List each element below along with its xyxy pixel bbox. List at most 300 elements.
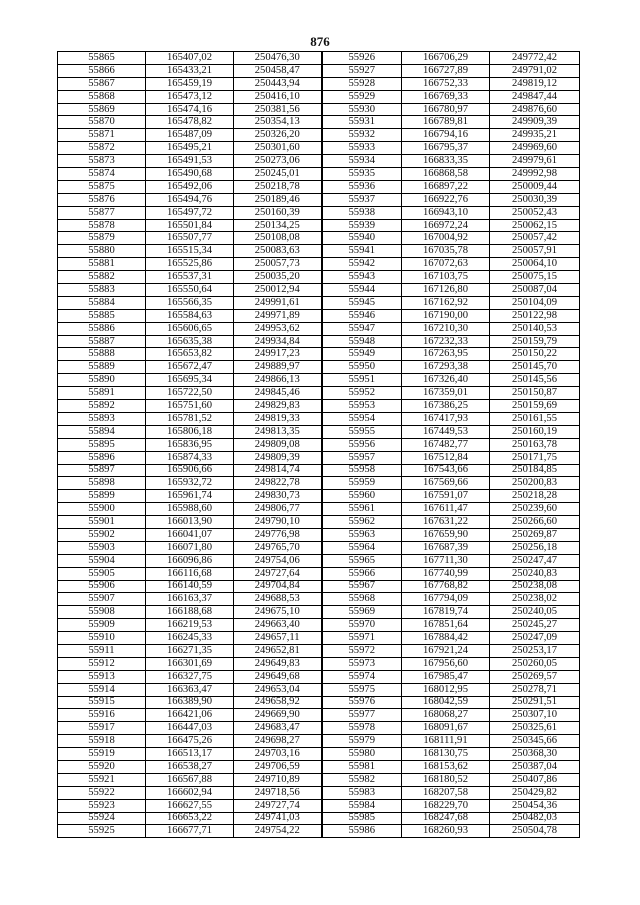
x-coordinate-left-cell: 166538,27 — [146, 760, 234, 773]
y-coordinate-left-cell: 249813,35 — [234, 425, 322, 438]
y-coordinate-left-cell: 249704,84 — [234, 580, 322, 593]
y-coordinate-right-cell: 250057,42 — [490, 232, 580, 245]
y-coordinate-right-cell: 250218,28 — [490, 490, 580, 503]
table-row — [58, 593, 580, 606]
point-number-right-cell: 55980 — [322, 748, 402, 761]
y-coordinate-left-cell: 250476,30 — [234, 52, 322, 65]
x-coordinate-left-cell: 166389,90 — [146, 696, 234, 709]
table-row — [58, 580, 580, 593]
point-number-right-cell: 55975 — [322, 683, 402, 696]
x-coordinate-right-cell: 167711,30 — [402, 554, 490, 567]
point-number-right-cell: 55945 — [322, 296, 402, 309]
y-coordinate-left-cell: 249845,46 — [234, 387, 322, 400]
table-row — [58, 296, 580, 309]
point-number-right-cell: 55985 — [322, 812, 402, 825]
x-coordinate-right-cell: 167512,84 — [402, 451, 490, 464]
y-coordinate-left-cell: 250012,94 — [234, 284, 322, 297]
x-coordinate-left-cell: 166602,94 — [146, 786, 234, 799]
point-number-left-cell: 55885 — [58, 309, 146, 322]
y-coordinate-right-cell: 250140,53 — [490, 322, 580, 335]
point-number-right-cell: 55950 — [322, 361, 402, 374]
point-number-right-cell: 55943 — [322, 271, 402, 284]
table-row — [58, 387, 580, 400]
y-coordinate-left-cell: 250273,06 — [234, 155, 322, 168]
y-coordinate-left-cell: 249653,04 — [234, 683, 322, 696]
x-coordinate-right-cell: 168207,58 — [402, 786, 490, 799]
point-number-left-cell: 55872 — [58, 142, 146, 155]
y-coordinate-right-cell: 249909,39 — [490, 116, 580, 129]
point-number-right-cell: 55971 — [322, 632, 402, 645]
y-coordinate-left-cell: 250083,63 — [234, 245, 322, 258]
table-row — [58, 619, 580, 632]
point-number-left-cell: 55877 — [58, 206, 146, 219]
point-number-right-cell: 55957 — [322, 451, 402, 464]
y-coordinate-right-cell: 250269,57 — [490, 670, 580, 683]
point-number-left-cell: 55905 — [58, 567, 146, 580]
y-coordinate-right-cell: 250145,56 — [490, 374, 580, 387]
point-number-left-cell: 55917 — [58, 722, 146, 735]
x-coordinate-left-cell: 165961,74 — [146, 490, 234, 503]
point-number-left-cell: 55883 — [58, 284, 146, 297]
x-coordinate-right-cell: 168012,95 — [402, 683, 490, 696]
table-row — [58, 116, 580, 129]
x-coordinate-right-cell: 166833,35 — [402, 155, 490, 168]
y-coordinate-left-cell: 250245,01 — [234, 168, 322, 181]
y-coordinate-right-cell: 249876,60 — [490, 103, 580, 116]
point-number-right-cell: 55935 — [322, 168, 402, 181]
y-coordinate-left-cell: 250326,20 — [234, 129, 322, 142]
point-number-left-cell: 55867 — [58, 77, 146, 90]
point-number-left-cell: 55902 — [58, 528, 146, 541]
table-row — [58, 735, 580, 748]
x-coordinate-right-cell: 166727,89 — [402, 64, 490, 77]
y-coordinate-right-cell: 249992,98 — [490, 168, 580, 181]
y-coordinate-right-cell: 250504,78 — [490, 825, 580, 838]
point-number-left-cell: 55916 — [58, 709, 146, 722]
table-row — [58, 361, 580, 374]
table-row — [58, 412, 580, 425]
point-number-left-cell: 55909 — [58, 619, 146, 632]
table-row — [58, 142, 580, 155]
y-coordinate-left-cell: 249830,73 — [234, 490, 322, 503]
table-row — [58, 348, 580, 361]
table-row — [58, 825, 580, 838]
table-row — [58, 374, 580, 387]
y-coordinate-left-cell: 250416,10 — [234, 90, 322, 103]
point-number-right-cell: 55959 — [322, 477, 402, 490]
table-row — [58, 258, 580, 271]
x-coordinate-left-cell: 165906,66 — [146, 464, 234, 477]
coordinates-table — [57, 51, 580, 838]
table-row — [58, 632, 580, 645]
y-coordinate-left-cell: 249706,59 — [234, 760, 322, 773]
y-coordinate-right-cell: 250247,47 — [490, 554, 580, 567]
point-number-left-cell: 55906 — [58, 580, 146, 593]
point-number-right-cell: 55930 — [322, 103, 402, 116]
y-coordinate-right-cell: 250307,10 — [490, 709, 580, 722]
point-number-right-cell: 55970 — [322, 619, 402, 632]
table-row — [58, 567, 580, 580]
y-coordinate-right-cell: 250104,09 — [490, 296, 580, 309]
point-number-left-cell: 55921 — [58, 773, 146, 786]
x-coordinate-left-cell: 166188,68 — [146, 606, 234, 619]
y-coordinate-left-cell: 249822,78 — [234, 477, 322, 490]
table-row — [58, 773, 580, 786]
point-number-left-cell: 55881 — [58, 258, 146, 271]
y-coordinate-right-cell: 250269,87 — [490, 528, 580, 541]
point-number-right-cell: 55962 — [322, 516, 402, 529]
point-number-right-cell: 55946 — [322, 309, 402, 322]
x-coordinate-left-cell: 165507,77 — [146, 232, 234, 245]
y-coordinate-right-cell: 250247,09 — [490, 632, 580, 645]
x-coordinate-left-cell: 166567,88 — [146, 773, 234, 786]
table-row — [58, 541, 580, 554]
y-coordinate-right-cell: 250407,86 — [490, 773, 580, 786]
table-row — [58, 683, 580, 696]
point-number-right-cell: 55954 — [322, 412, 402, 425]
x-coordinate-right-cell: 167449,53 — [402, 425, 490, 438]
x-coordinate-left-cell: 165473,12 — [146, 90, 234, 103]
y-coordinate-left-cell: 249819,33 — [234, 412, 322, 425]
point-number-left-cell: 55912 — [58, 657, 146, 670]
point-number-left-cell: 55913 — [58, 670, 146, 683]
y-coordinate-left-cell: 249934,84 — [234, 335, 322, 348]
x-coordinate-left-cell: 166677,71 — [146, 825, 234, 838]
x-coordinate-right-cell: 167035,78 — [402, 245, 490, 258]
x-coordinate-right-cell: 166943,10 — [402, 206, 490, 219]
table-row — [58, 193, 580, 206]
x-coordinate-right-cell: 167263,95 — [402, 348, 490, 361]
x-coordinate-left-cell: 166140,59 — [146, 580, 234, 593]
table-row — [58, 52, 580, 65]
y-coordinate-left-cell: 249953,62 — [234, 322, 322, 335]
x-coordinate-right-cell: 166706,29 — [402, 52, 490, 65]
x-coordinate-left-cell: 165722,50 — [146, 387, 234, 400]
y-coordinate-left-cell: 249809,39 — [234, 451, 322, 464]
y-coordinate-right-cell: 249935,21 — [490, 129, 580, 142]
point-number-left-cell: 55915 — [58, 696, 146, 709]
point-number-right-cell: 55974 — [322, 670, 402, 683]
y-coordinate-left-cell: 250134,25 — [234, 219, 322, 232]
x-coordinate-right-cell: 166752,33 — [402, 77, 490, 90]
y-coordinate-right-cell: 249819,12 — [490, 77, 580, 90]
point-number-left-cell: 55919 — [58, 748, 146, 761]
table-row — [58, 155, 580, 168]
table-row — [58, 438, 580, 451]
y-coordinate-right-cell: 250454,36 — [490, 799, 580, 812]
x-coordinate-right-cell: 167985,47 — [402, 670, 490, 683]
x-coordinate-left-cell: 165537,31 — [146, 271, 234, 284]
x-coordinate-left-cell: 166653,22 — [146, 812, 234, 825]
point-number-right-cell: 55942 — [322, 258, 402, 271]
point-number-left-cell: 55887 — [58, 335, 146, 348]
point-number-right-cell: 55948 — [322, 335, 402, 348]
point-number-left-cell: 55886 — [58, 322, 146, 335]
x-coordinate-right-cell: 166794,16 — [402, 129, 490, 142]
x-coordinate-right-cell: 167851,64 — [402, 619, 490, 632]
point-number-left-cell: 55904 — [58, 554, 146, 567]
x-coordinate-left-cell: 166219,53 — [146, 619, 234, 632]
point-number-right-cell: 55928 — [322, 77, 402, 90]
table-row — [58, 812, 580, 825]
x-coordinate-right-cell: 167293,38 — [402, 361, 490, 374]
y-coordinate-left-cell: 249710,89 — [234, 773, 322, 786]
x-coordinate-right-cell: 167359,01 — [402, 387, 490, 400]
table-row — [58, 219, 580, 232]
point-number-right-cell: 55979 — [322, 735, 402, 748]
y-coordinate-right-cell: 249847,44 — [490, 90, 580, 103]
table-row — [58, 786, 580, 799]
point-number-left-cell: 55920 — [58, 760, 146, 773]
point-number-left-cell: 55924 — [58, 812, 146, 825]
point-number-right-cell: 55977 — [322, 709, 402, 722]
point-number-left-cell: 55890 — [58, 374, 146, 387]
y-coordinate-right-cell: 250239,60 — [490, 503, 580, 516]
y-coordinate-right-cell: 250057,91 — [490, 245, 580, 258]
x-coordinate-right-cell: 166769,33 — [402, 90, 490, 103]
coordinates-table-body — [58, 52, 580, 838]
x-coordinate-left-cell: 165781,52 — [146, 412, 234, 425]
point-number-right-cell: 55981 — [322, 760, 402, 773]
y-coordinate-right-cell: 250253,17 — [490, 644, 580, 657]
table-row — [58, 477, 580, 490]
x-coordinate-left-cell: 166116,68 — [146, 567, 234, 580]
x-coordinate-left-cell: 166475,26 — [146, 735, 234, 748]
table-row — [58, 129, 580, 142]
point-number-right-cell: 55964 — [322, 541, 402, 554]
y-coordinate-left-cell: 249727,74 — [234, 799, 322, 812]
point-number-right-cell: 55926 — [322, 52, 402, 65]
y-coordinate-right-cell: 250064,10 — [490, 258, 580, 271]
point-number-right-cell: 55978 — [322, 722, 402, 735]
x-coordinate-right-cell: 166795,37 — [402, 142, 490, 155]
x-coordinate-left-cell: 165988,60 — [146, 503, 234, 516]
x-coordinate-right-cell: 167921,24 — [402, 644, 490, 657]
x-coordinate-right-cell: 168180,52 — [402, 773, 490, 786]
x-coordinate-left-cell: 165459,19 — [146, 77, 234, 90]
table-row — [58, 180, 580, 193]
x-coordinate-right-cell: 167232,33 — [402, 335, 490, 348]
point-number-left-cell: 55907 — [58, 593, 146, 606]
x-coordinate-right-cell: 167543,66 — [402, 464, 490, 477]
x-coordinate-right-cell: 166780,97 — [402, 103, 490, 116]
x-coordinate-left-cell: 165932,72 — [146, 477, 234, 490]
point-number-right-cell: 55976 — [322, 696, 402, 709]
y-coordinate-right-cell: 250145,70 — [490, 361, 580, 374]
x-coordinate-right-cell: 168229,70 — [402, 799, 490, 812]
x-coordinate-right-cell: 167591,07 — [402, 490, 490, 503]
y-coordinate-right-cell: 250159,69 — [490, 400, 580, 413]
x-coordinate-right-cell: 168247,68 — [402, 812, 490, 825]
x-coordinate-left-cell: 165501,84 — [146, 219, 234, 232]
point-number-left-cell: 55893 — [58, 412, 146, 425]
point-number-left-cell: 55903 — [58, 541, 146, 554]
x-coordinate-right-cell: 167103,75 — [402, 271, 490, 284]
table-row — [58, 606, 580, 619]
x-coordinate-right-cell: 167072,63 — [402, 258, 490, 271]
x-coordinate-left-cell: 166421,06 — [146, 709, 234, 722]
x-coordinate-left-cell: 165407,02 — [146, 52, 234, 65]
point-number-right-cell: 55931 — [322, 116, 402, 129]
x-coordinate-right-cell: 167631,22 — [402, 516, 490, 529]
x-coordinate-left-cell: 165751,60 — [146, 400, 234, 413]
y-coordinate-right-cell: 250009,44 — [490, 180, 580, 193]
x-coordinate-left-cell: 165635,38 — [146, 335, 234, 348]
table-row — [58, 760, 580, 773]
table-row — [58, 722, 580, 735]
table-row — [58, 490, 580, 503]
x-coordinate-left-cell: 165490,68 — [146, 168, 234, 181]
x-coordinate-right-cell: 167162,92 — [402, 296, 490, 309]
point-number-right-cell: 55952 — [322, 387, 402, 400]
point-number-right-cell: 55963 — [322, 528, 402, 541]
y-coordinate-left-cell: 249727,64 — [234, 567, 322, 580]
point-number-right-cell: 55927 — [322, 64, 402, 77]
y-coordinate-right-cell: 250052,43 — [490, 206, 580, 219]
x-coordinate-left-cell: 165491,53 — [146, 155, 234, 168]
y-coordinate-left-cell: 250381,56 — [234, 103, 322, 116]
point-number-left-cell: 55878 — [58, 219, 146, 232]
y-coordinate-left-cell: 249917,23 — [234, 348, 322, 361]
x-coordinate-left-cell: 166513,17 — [146, 748, 234, 761]
table-row — [58, 335, 580, 348]
x-coordinate-right-cell: 166868,58 — [402, 168, 490, 181]
x-coordinate-left-cell: 165550,64 — [146, 284, 234, 297]
y-coordinate-left-cell: 249718,56 — [234, 786, 322, 799]
table-row — [58, 206, 580, 219]
point-number-left-cell: 55889 — [58, 361, 146, 374]
y-coordinate-right-cell: 250200,83 — [490, 477, 580, 490]
y-coordinate-right-cell: 250368,30 — [490, 748, 580, 761]
y-coordinate-left-cell: 249754,22 — [234, 825, 322, 838]
table-row — [58, 64, 580, 77]
y-coordinate-right-cell: 250387,04 — [490, 760, 580, 773]
table-row — [58, 464, 580, 477]
x-coordinate-left-cell: 165806,18 — [146, 425, 234, 438]
y-coordinate-left-cell: 249866,13 — [234, 374, 322, 387]
point-number-left-cell: 55892 — [58, 400, 146, 413]
y-coordinate-right-cell: 250325,61 — [490, 722, 580, 735]
point-number-right-cell: 55937 — [322, 193, 402, 206]
point-number-right-cell: 55968 — [322, 593, 402, 606]
x-coordinate-right-cell: 167611,47 — [402, 503, 490, 516]
x-coordinate-left-cell: 165584,63 — [146, 309, 234, 322]
x-coordinate-left-cell: 166301,69 — [146, 657, 234, 670]
point-number-left-cell: 55900 — [58, 503, 146, 516]
point-number-left-cell: 55922 — [58, 786, 146, 799]
y-coordinate-left-cell: 249663,40 — [234, 619, 322, 632]
y-coordinate-right-cell: 250122,98 — [490, 309, 580, 322]
y-coordinate-right-cell: 250482,03 — [490, 812, 580, 825]
y-coordinate-left-cell: 249776,98 — [234, 528, 322, 541]
x-coordinate-left-cell: 165487,09 — [146, 129, 234, 142]
x-coordinate-left-cell: 166071,80 — [146, 541, 234, 554]
x-coordinate-right-cell: 167794,09 — [402, 593, 490, 606]
y-coordinate-right-cell: 250150,22 — [490, 348, 580, 361]
table-row — [58, 748, 580, 761]
table-row — [58, 425, 580, 438]
x-coordinate-left-cell: 165494,76 — [146, 193, 234, 206]
x-coordinate-left-cell: 166013,90 — [146, 516, 234, 529]
x-coordinate-right-cell: 167326,40 — [402, 374, 490, 387]
y-coordinate-left-cell: 249675,10 — [234, 606, 322, 619]
y-coordinate-left-cell: 250189,46 — [234, 193, 322, 206]
point-number-left-cell: 55896 — [58, 451, 146, 464]
point-number-right-cell: 55960 — [322, 490, 402, 503]
y-coordinate-left-cell: 249658,92 — [234, 696, 322, 709]
x-coordinate-right-cell: 168042,59 — [402, 696, 490, 709]
y-coordinate-right-cell: 250075,15 — [490, 271, 580, 284]
point-number-left-cell: 55876 — [58, 193, 146, 206]
point-number-right-cell: 55966 — [322, 567, 402, 580]
x-coordinate-right-cell: 168111,91 — [402, 735, 490, 748]
point-number-right-cell: 55932 — [322, 129, 402, 142]
point-number-right-cell: 55982 — [322, 773, 402, 786]
point-number-right-cell: 55941 — [322, 245, 402, 258]
x-coordinate-right-cell: 167687,39 — [402, 541, 490, 554]
x-coordinate-left-cell: 165492,06 — [146, 180, 234, 193]
y-coordinate-left-cell: 249683,47 — [234, 722, 322, 735]
y-coordinate-left-cell: 250218,78 — [234, 180, 322, 193]
table-row — [58, 322, 580, 335]
point-number-right-cell: 55953 — [322, 400, 402, 413]
x-coordinate-right-cell: 167126,80 — [402, 284, 490, 297]
y-coordinate-right-cell: 250161,55 — [490, 412, 580, 425]
point-number-left-cell: 55895 — [58, 438, 146, 451]
y-coordinate-right-cell: 250184,85 — [490, 464, 580, 477]
point-number-right-cell: 55956 — [322, 438, 402, 451]
point-number-left-cell: 55925 — [58, 825, 146, 838]
x-coordinate-left-cell: 166447,03 — [146, 722, 234, 735]
y-coordinate-right-cell: 250260,05 — [490, 657, 580, 670]
y-coordinate-right-cell: 250240,83 — [490, 567, 580, 580]
point-number-left-cell: 55880 — [58, 245, 146, 258]
point-number-left-cell: 55894 — [58, 425, 146, 438]
point-number-right-cell: 55934 — [322, 155, 402, 168]
y-coordinate-right-cell: 250171,75 — [490, 451, 580, 464]
point-number-right-cell: 55984 — [322, 799, 402, 812]
y-coordinate-right-cell: 250238,08 — [490, 580, 580, 593]
x-coordinate-right-cell: 167768,82 — [402, 580, 490, 593]
table-row — [58, 77, 580, 90]
y-coordinate-right-cell: 249979,61 — [490, 155, 580, 168]
point-number-right-cell: 55965 — [322, 554, 402, 567]
point-number-right-cell: 55967 — [322, 580, 402, 593]
y-coordinate-left-cell: 249814,74 — [234, 464, 322, 477]
x-coordinate-left-cell: 165515,34 — [146, 245, 234, 258]
x-coordinate-right-cell: 167819,74 — [402, 606, 490, 619]
point-number-left-cell: 55873 — [58, 155, 146, 168]
point-number-right-cell: 55940 — [322, 232, 402, 245]
x-coordinate-right-cell: 167190,00 — [402, 309, 490, 322]
y-coordinate-left-cell: 250057,73 — [234, 258, 322, 271]
point-number-right-cell: 55961 — [322, 503, 402, 516]
y-coordinate-left-cell: 249657,11 — [234, 632, 322, 645]
point-number-right-cell: 55969 — [322, 606, 402, 619]
point-number-left-cell: 55911 — [58, 644, 146, 657]
x-coordinate-left-cell: 166327,75 — [146, 670, 234, 683]
x-coordinate-left-cell: 165474,16 — [146, 103, 234, 116]
table-row — [58, 528, 580, 541]
y-coordinate-right-cell: 250266,60 — [490, 516, 580, 529]
x-coordinate-left-cell: 165653,82 — [146, 348, 234, 361]
y-coordinate-left-cell: 249669,90 — [234, 709, 322, 722]
x-coordinate-right-cell: 167740,99 — [402, 567, 490, 580]
x-coordinate-right-cell: 168130,75 — [402, 748, 490, 761]
y-coordinate-right-cell: 250163,78 — [490, 438, 580, 451]
x-coordinate-left-cell: 165566,35 — [146, 296, 234, 309]
point-number-left-cell: 55898 — [58, 477, 146, 490]
